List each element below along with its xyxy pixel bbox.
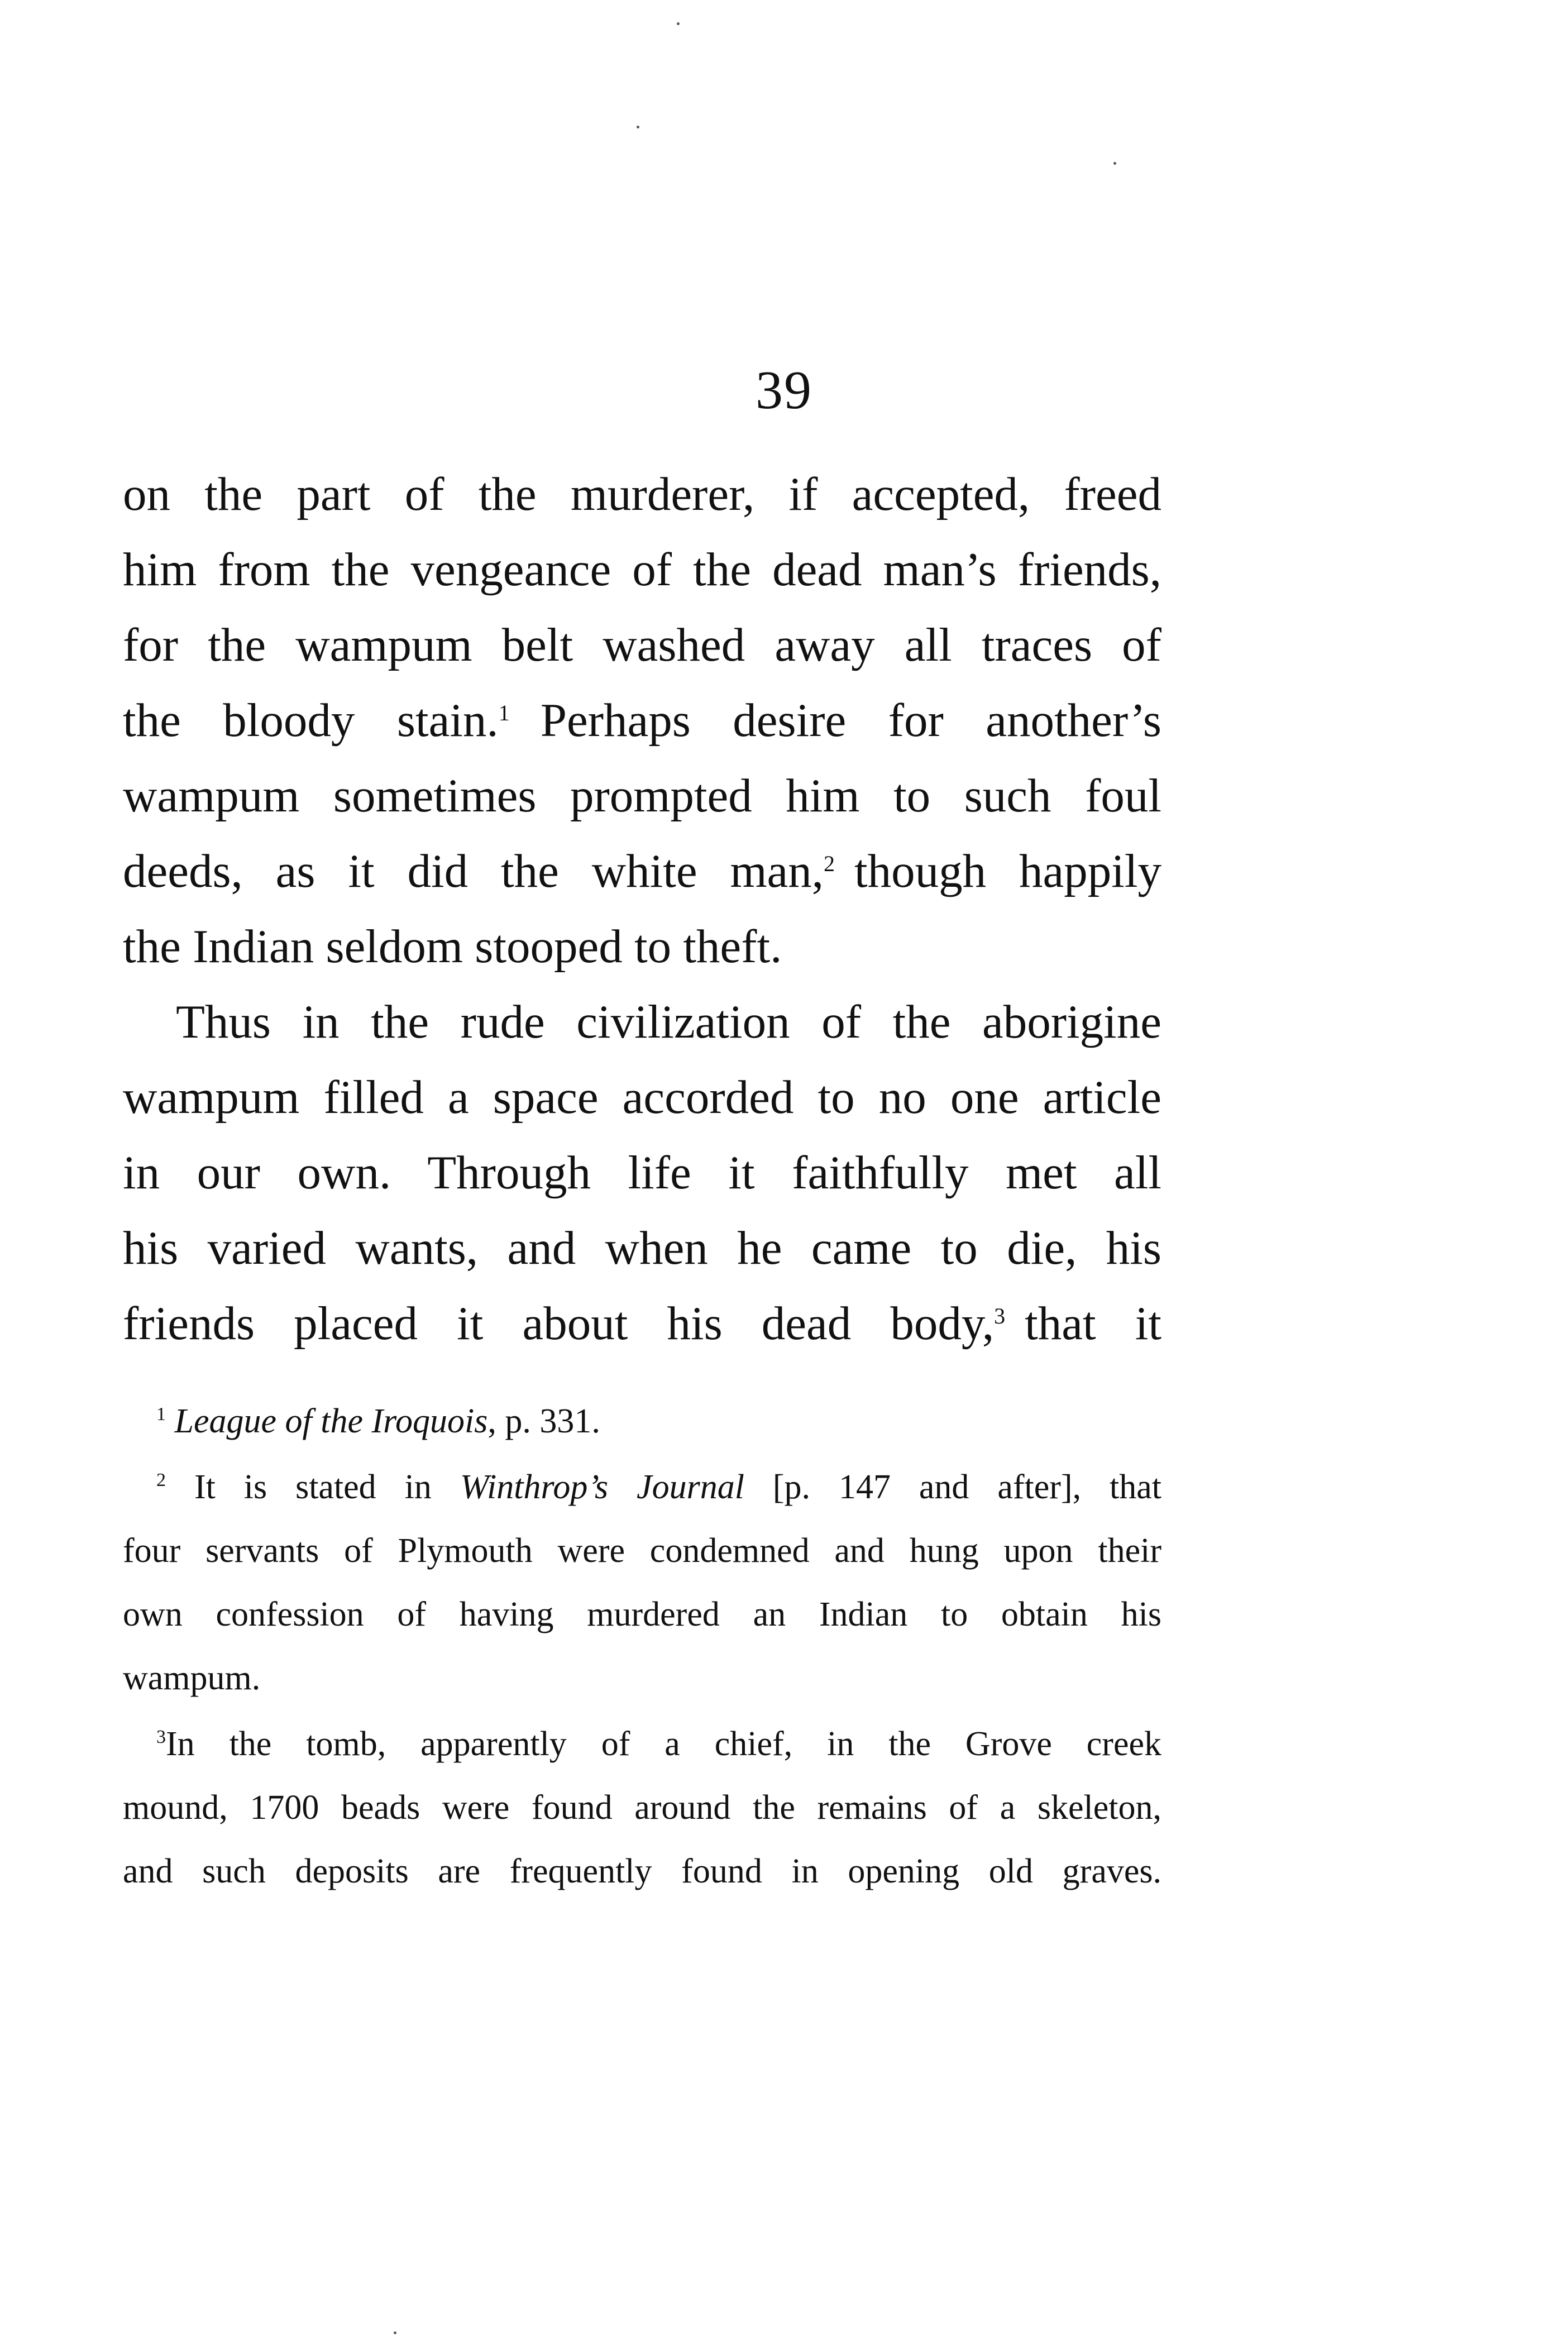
footnote-3 xyxy=(123,1712,1161,1776)
footnote-ref-2: 2 xyxy=(824,851,835,876)
body-line xyxy=(123,683,1161,758)
body-text-run: the bloody stain. xyxy=(123,694,499,747)
footnote-line: and such deposits are frequently found in opening old graves. xyxy=(123,1852,1161,1890)
footnote-mark: 2 xyxy=(156,1470,166,1490)
footnotes xyxy=(123,1389,1161,1903)
footnote-mark: 3 xyxy=(156,1727,166,1747)
body-line: him from the vengeance of the dead man’s friends, xyxy=(123,543,1161,596)
body-line: his varied wants, and when he came to die, his xyxy=(123,1222,1161,1274)
scan-speck xyxy=(394,2331,396,2334)
body-line: in our own. Through life it faithfully met all xyxy=(123,1146,1161,1199)
footnote-2 xyxy=(123,1455,1161,1519)
footnote-text: It is stated in xyxy=(194,1468,460,1506)
scan-speck xyxy=(1113,162,1116,165)
body-line: for the wampum belt washed away all traces of xyxy=(123,619,1161,671)
body-text-run: deeds, as it did the white man, xyxy=(123,845,824,897)
page-number: 39 xyxy=(756,360,812,420)
body-line: the Indian seldom stooped to theft. xyxy=(123,920,782,973)
footnote-line: four servants of Plymouth were condemned and hung upon their xyxy=(123,1532,1161,1570)
footnote-line: own confession of having murdered an Indian to obtain his xyxy=(123,1595,1161,1633)
footnote-1 xyxy=(123,1389,1161,1453)
footnote-line: wampum. xyxy=(123,1659,261,1697)
scan-speck xyxy=(637,126,639,128)
footnote-ref-3: 3 xyxy=(994,1303,1006,1329)
body-text-run: though happily xyxy=(854,845,1161,897)
body-line: wampum filled a space accorded to no one article xyxy=(123,1071,1161,1124)
footnote-text: In the tomb, apparently of a chief, in the Grove creek xyxy=(166,1725,1161,1763)
body-text-run: that it xyxy=(1025,1297,1161,1350)
footnote-title: Winthrop’s Journal xyxy=(460,1468,744,1506)
body-line: on the part of the murderer, if accepted, freed xyxy=(123,468,1161,520)
footnote-ref-1: 1 xyxy=(498,700,510,725)
body-line xyxy=(123,1286,1161,1361)
body-text-run: Perhaps desire for another’s xyxy=(540,694,1161,747)
body-text xyxy=(123,457,1161,1361)
footnote-mark: 1 xyxy=(156,1404,166,1425)
footnote-text: , p. 331. xyxy=(487,1402,600,1440)
footnote-line: mound, 1700 beads were found around the remains of a skeleton, xyxy=(123,1789,1161,1827)
body-line: wampum sometimes prompted him to such foul xyxy=(123,770,1161,822)
body-line xyxy=(123,834,1161,909)
scan-speck xyxy=(677,22,680,25)
body-text-run: friends placed it about his dead body, xyxy=(123,1297,995,1350)
body-line: Thus in the rude civilization of the aborigine xyxy=(176,996,1161,1048)
footnote-text: [p. 147 and after], that xyxy=(744,1468,1161,1506)
footnote-title: League of the Iroquois xyxy=(174,1402,488,1440)
